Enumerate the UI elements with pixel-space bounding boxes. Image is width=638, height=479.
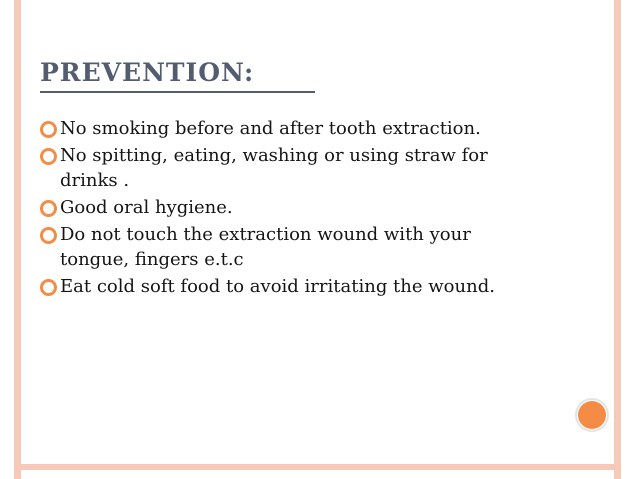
bullet-item [40,222,520,272]
bullet-item [40,274,520,299]
title-underline [40,91,315,93]
slide-frame-bottom-border [14,464,621,470]
bullet-text: No smoking before and after tooth extraction. [60,118,481,139]
bullet-list [40,116,520,301]
decorative-orange-circle [578,401,606,429]
ring-bullet-icon [40,121,57,138]
bullet-text: Do not touch the extraction wound with your tongue, fingers e.t.c [60,224,471,270]
bullet-text: Good oral hygiene. [60,197,233,218]
bullet-item [40,143,520,193]
slide-frame-right-border [614,0,621,479]
bullet-item [40,195,520,220]
ring-bullet-icon [40,148,57,165]
ring-bullet-icon [40,279,57,296]
slide-title: PREVENTION: [40,58,255,87]
ring-bullet-icon [40,227,57,244]
bullet-text: No spitting, eating, washing or using straw for drinks . [60,145,488,191]
slide-frame-left-border [14,0,21,479]
bullet-item [40,116,520,141]
bullet-text: Eat cold soft food to avoid irritating the wound. [60,276,495,297]
ring-bullet-icon [40,200,57,217]
